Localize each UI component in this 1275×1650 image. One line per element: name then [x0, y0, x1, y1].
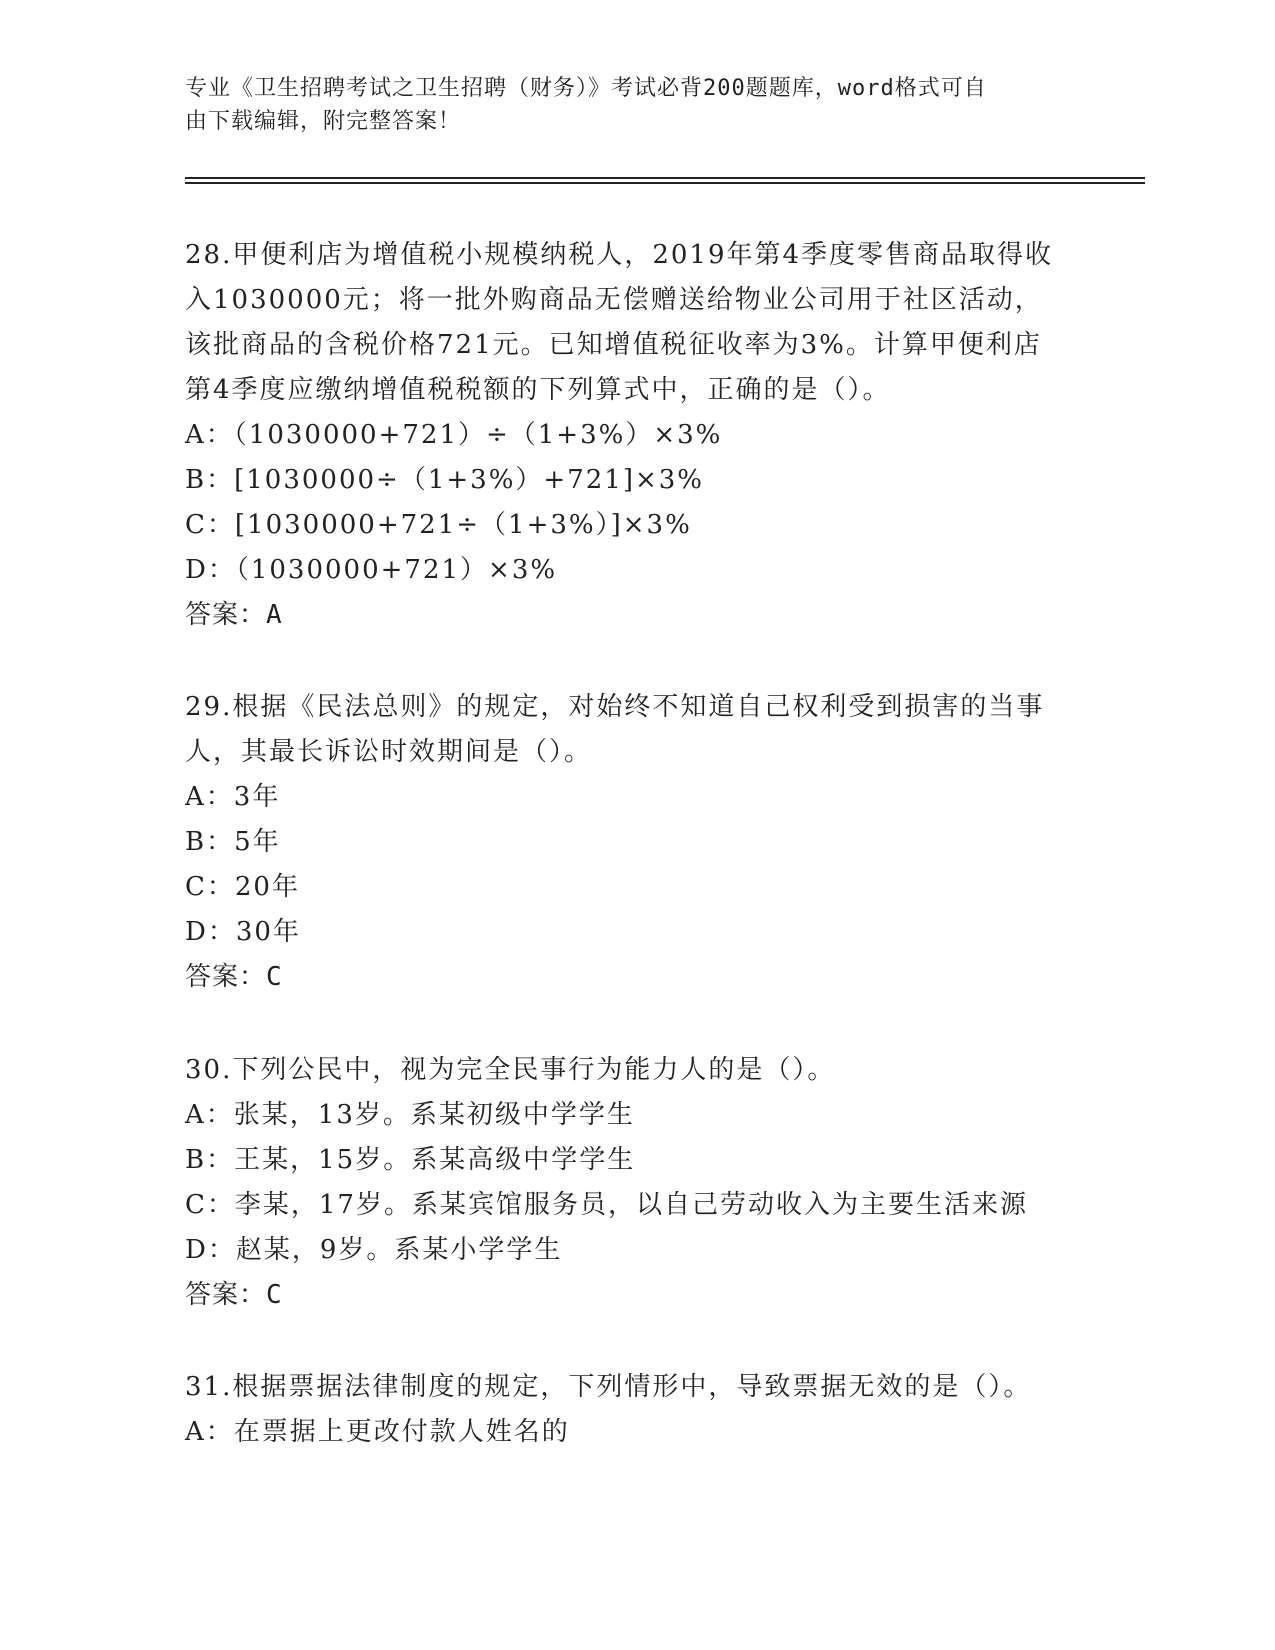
question-stem-line: 该批商品的含税价格721元。已知增值税征收率为3%。计算甲便利店 [185, 330, 1042, 360]
question-stem-line: 31.根据票据法律制度的规定，下列情形中，导致票据无效的是（）。 [185, 1372, 1032, 1402]
question-30 [185, 1048, 1085, 1318]
option-d: D：（1030000+721）×3% [185, 555, 558, 585]
question-29 [185, 685, 1085, 1000]
option-d: D：30年 [185, 917, 301, 947]
option-a: A：3年 [185, 782, 281, 812]
question-31 [185, 1365, 1085, 1455]
option-a: A：张某，13岁。系某初级中学学生 [185, 1100, 635, 1130]
option-c: C：[1030000+721÷（1+3%）]×3% [185, 510, 692, 540]
header-divider-top [185, 177, 1145, 179]
header-line-1: 专业《卫生招聘考试之卫生招聘（财务）》考试必背200题题库，word格式可自 [185, 76, 987, 101]
answer-line: 答案：C [185, 1280, 283, 1310]
question-stem-line: 人，其最长诉讼时效期间是（）。 [185, 737, 593, 767]
option-a: A：在票据上更改付款人姓名的 [185, 1417, 570, 1447]
question-stem-line: 30.下列公民中，视为完全民事行为能力人的是（）。 [185, 1055, 836, 1085]
option-b: B：王某，15岁。系某高级中学学生 [185, 1145, 636, 1175]
answer-line: 答案：A [185, 600, 283, 630]
option-d: D：赵某，9岁。系某小学学生 [185, 1235, 563, 1265]
document-header [185, 72, 1065, 138]
answer-line: 答案：C [185, 962, 283, 992]
question-stem-line: 入1030000元；将一批外购商品无偿赠送给物业公司用于社区活动， [185, 285, 1043, 315]
option-b: B：5年 [185, 827, 281, 857]
question-stem-line: 29.根据《民法总则》的规定，对始终不知道自己权利受到损害的当事 [185, 692, 1045, 722]
header-divider-bottom [185, 182, 1145, 184]
option-c: C：李某，17岁。系某宾馆服务员，以自己劳动收入为主要生活来源 [185, 1190, 1028, 1220]
question-stem-line: 第4季度应缴纳增值税税额的下列算式中，正确的是（）。 [185, 375, 891, 405]
option-b: B：[1030000÷（1+3%）+721]×3% [185, 465, 704, 495]
header-line-2: 由下载编辑，附完整答案！ [185, 109, 462, 134]
option-a: A：（1030000+721）÷（1+3%）×3% [185, 420, 723, 450]
question-28 [185, 233, 1085, 638]
option-c: C：20年 [185, 872, 300, 902]
question-stem-line: 28.甲便利店为增值税小规模纳税人，2019年第4季度零售商品取得收 [185, 240, 1054, 270]
